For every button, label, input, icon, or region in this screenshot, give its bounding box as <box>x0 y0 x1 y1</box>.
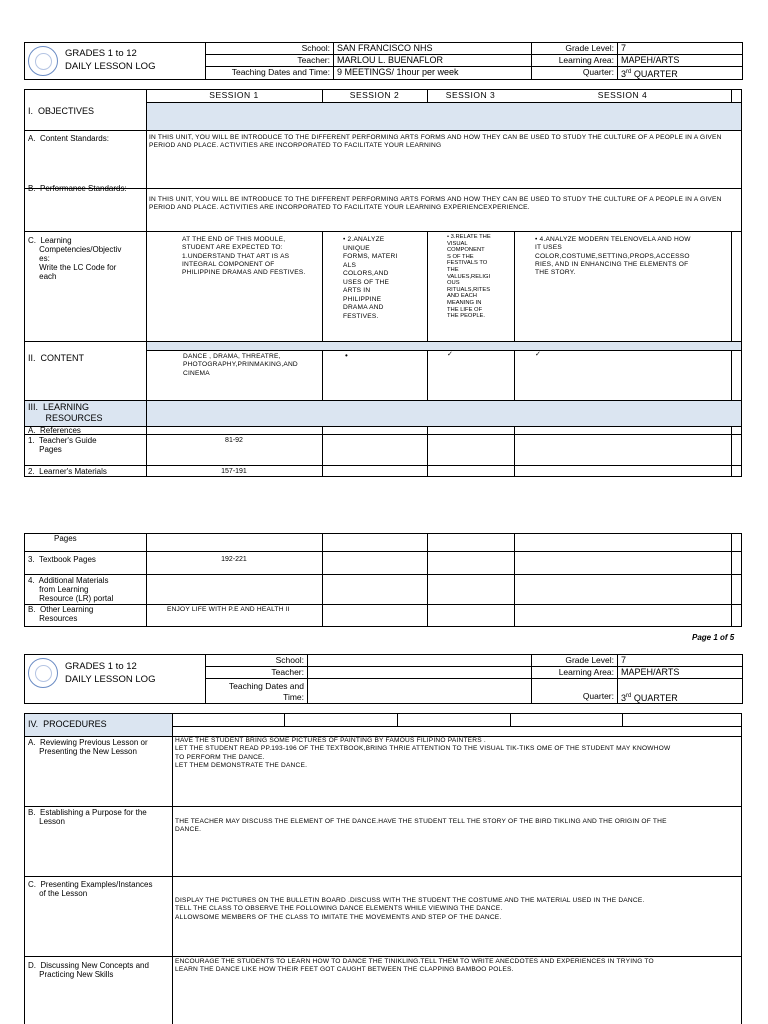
teacher-label-2: Teacher: <box>271 667 304 677</box>
procedure-c-text: DISPLAY THE PICTURES ON THE BULLETIN BOARD .DISCUSS WITH THE STUDENT THE COSTUME AND THE MATERIAL USED IN THE DANCE. TELL THE CLASS TO OBSERVE THE FOLLOWING DANCE ELEMENTS WHILE VIEWING THE DANCE. ALLOWSOME MEMBERS OF THE CLASS TO IMITATE THE MOVEMENTS AND STEP OF THE DANCE. <box>175 897 645 921</box>
procedure-c-label: C. Presenting Examples/Instances of the Lesson <box>28 880 153 898</box>
header2-logo-box <box>24 654 207 704</box>
school-label: School: <box>301 43 330 53</box>
learners-materials-session-1: 157-191 <box>221 468 247 475</box>
header-title-line1: GRADES 1 to 12 <box>65 48 137 59</box>
session-4-header: SESSION 4 <box>597 91 648 100</box>
references-label: A. References <box>28 426 81 435</box>
deped-seal-icon-2 <box>28 658 58 688</box>
learning-resources-heading: III. LEARNING RESOURCES <box>28 402 103 423</box>
header-info-box <box>205 42 743 80</box>
competencies-label: C. Learning Competencies/Objectiv es: Write the LC Code for each <box>28 236 122 281</box>
pages-label: Pages <box>54 534 77 543</box>
content-session-4: ✓ <box>535 351 541 358</box>
dates-label-2: Teaching Dates and Time: <box>228 681 304 702</box>
procedure-d-label: D. Discussing New Concepts and Practicing New Skills <box>28 961 149 979</box>
learning-area-label: Learning Area: <box>558 55 614 65</box>
procedures-heading: IV. PROCEDURES <box>28 720 107 729</box>
objectives-heading: I. OBJECTIVES <box>28 107 95 116</box>
procedure-d-text: ENCOURAGE THE STUDENTS TO LEARN HOW TO DANCE THE TINIKLING.TELL THEM TO WRITE ANECDOTES AND EXPERIENCES IN TRYING TO LEARN THE DANCE LIKE HOW THEIR FEET GOT CAUGHT BETWEEN THE CLAPPING BAMBOO POLES. <box>175 958 654 974</box>
learning-area-value-2: MAPEH/ARTS <box>621 667 680 677</box>
session-3-header: SESSION 3 <box>445 91 496 100</box>
teachers-guide-session-1: 81-92 <box>225 437 243 444</box>
page-number: Page 1 of 5 <box>692 633 735 642</box>
school-value: SAN FRANCISCO NHS <box>337 43 433 53</box>
procedure-a-text: HAVE THE STUDENT BRING SOME PICTURES OF PAINTING BY FAMOUS FILIPINO PAINTERS . LET THE STUDENT READ PP.193-196 OF THE TEXTBOOK,BRING THRIE ATTENTION TO THE VISUAL TIK-TIKS OME OF THE STUDENT MAY KNOWHOW TO PERFORM THE DANCE. LET THEM DEMONSTRATE THE DANCE. <box>175 737 671 769</box>
header2-info-box <box>205 654 743 704</box>
learning-area-label-2: Learning Area: <box>558 667 614 677</box>
header-title-line2: DAILY LESSON LOG <box>65 61 156 72</box>
competency-session-4: • 4.ANALYZE MODERN TELENOVELA AND HOW IT USES COLOR,COSTUME,SETTING,PROPS,ACCESSO RIES, AND IN ENHANCING THE ELEMENTS OF THE STORY. <box>535 236 691 277</box>
deped-seal-icon <box>28 46 58 76</box>
performance-standards-text: IN THIS UNIT, YOU WILL BE INTRODUCE TO THE DIFFERENT PERFORMING ARTS FORMS AND HOW THEY CAN BE USED TO STUDY THE CULTURE OF A PEOPLE IN A GIVEN PERIOD AND PLACE. ACTIVITIES ARE INCORPORATED TO FACILITATE YOUR LEARNING EXPERIENCEXPERIENCE. <box>149 196 722 212</box>
grade-level-label-2: Grade Level: <box>565 655 614 665</box>
teachers-guide-label: 1. Teacher's Guide Pages <box>28 436 97 454</box>
content-standards-text: IN THIS UNIT, YOU WILL BE INTRODUCE TO THE DIFFERENT PERFORMING ARTS FORMS AND HOW THEY CAN BE USED TO STUDY THE CULTURE OF A PEOPLE IN A GIVEN PERIOD AND PLACE. ACTIVITIES ARE INCORPORATED TO FACILITATE YOUR LEARNING <box>149 134 722 150</box>
header2-title-line2: DAILY LESSON LOG <box>65 674 156 685</box>
other-resources-label: B. Other Learning Resources <box>28 605 94 623</box>
procedure-b-label: B. Establishing a Purpose for the Lesson <box>28 808 147 826</box>
competency-session-1: AT THE END OF THIS MODULE, STUDENT ARE EXPECTED TO: 1.UNDERSTAND THAT ART IS AS INTEGRAL COMPONENT OF PHILIPPINE DRAMAS AND FESTIVES. <box>182 236 306 277</box>
competency-session-3: • 3.RELATE THE VISUAL COMPONENT S OF THE FESTIVALS TO THE VALUES,RELIGI OUS RITUALS,RITES AND EACH MEANING IN THE LIFE OF THE PEOPLE. <box>447 234 491 320</box>
textbook-pages-session-1: 192-221 <box>221 556 247 563</box>
session-1-header: SESSION 1 <box>209 91 259 100</box>
content-session-2: • <box>345 351 348 360</box>
teacher-label: Teacher: <box>297 55 330 65</box>
additional-materials-label: 4. Additional Materials from Learning Resource (LR) portal <box>28 576 114 603</box>
dates-label: Teaching Dates and Time: <box>231 67 330 77</box>
header-logo-box <box>24 42 207 80</box>
procedure-b-text: THE TEACHER MAY DISCUSS THE ELEMENT OF THE DANCE.HAVE THE STUDENT TELL THE STORY OF THE BIRD TIKLING AND THE ORIGIN OF THE DANCE. <box>175 818 667 834</box>
content-session-1: DANCE , DRAMA, THREATRE, PHOTOGRAPHY,PRINMAKING,AND CINEMA <box>183 353 298 377</box>
grade-level-value: 7 <box>621 43 627 53</box>
content-heading: II. CONTENT <box>28 354 84 363</box>
quarter-value: 3rd QUARTER <box>621 69 678 79</box>
textbook-pages-label: 3. Textbook Pages <box>28 555 96 564</box>
procedure-a-label: A. Reviewing Previous Lesson or Presenting the New Lesson <box>28 738 148 756</box>
quarter-label: Quarter: <box>582 67 614 77</box>
learning-area-value: MAPEH/ARTS <box>621 55 680 65</box>
session-2-header: SESSION 2 <box>349 91 400 100</box>
competency-session-2: • 2.ANALYZE UNIQUE FORMS, MATERI ALS COLORS,AND USES OF THE ARTS IN PHILIPPINE DRAMA AND FESTIVES. <box>343 236 398 320</box>
header2-title-line1: GRADES 1 to 12 <box>65 661 137 672</box>
teacher-value: MARLOU L. BUENAFLOR <box>337 55 444 65</box>
learners-materials-label: 2. Learner's Materials <box>28 467 107 476</box>
quarter-label-2: Quarter: <box>582 691 614 701</box>
school-label-2: School: <box>275 655 304 665</box>
grade-level-label: Grade Level: <box>565 43 614 53</box>
content-session-3: ✓ <box>447 351 453 358</box>
other-resources-session-1: ENJOY LIFE WITH P.E AND HEALTH II <box>167 606 290 613</box>
quarter-value-2: 3rd QUARTER <box>621 693 678 703</box>
dates-value: 9 MEETINGS/ 1hour per week <box>337 67 459 77</box>
content-standards-label: A. Content Standards: <box>28 134 109 143</box>
grade-level-value-2: 7 <box>621 655 627 665</box>
performance-standards-label: B. Performance Standards: <box>28 184 127 193</box>
